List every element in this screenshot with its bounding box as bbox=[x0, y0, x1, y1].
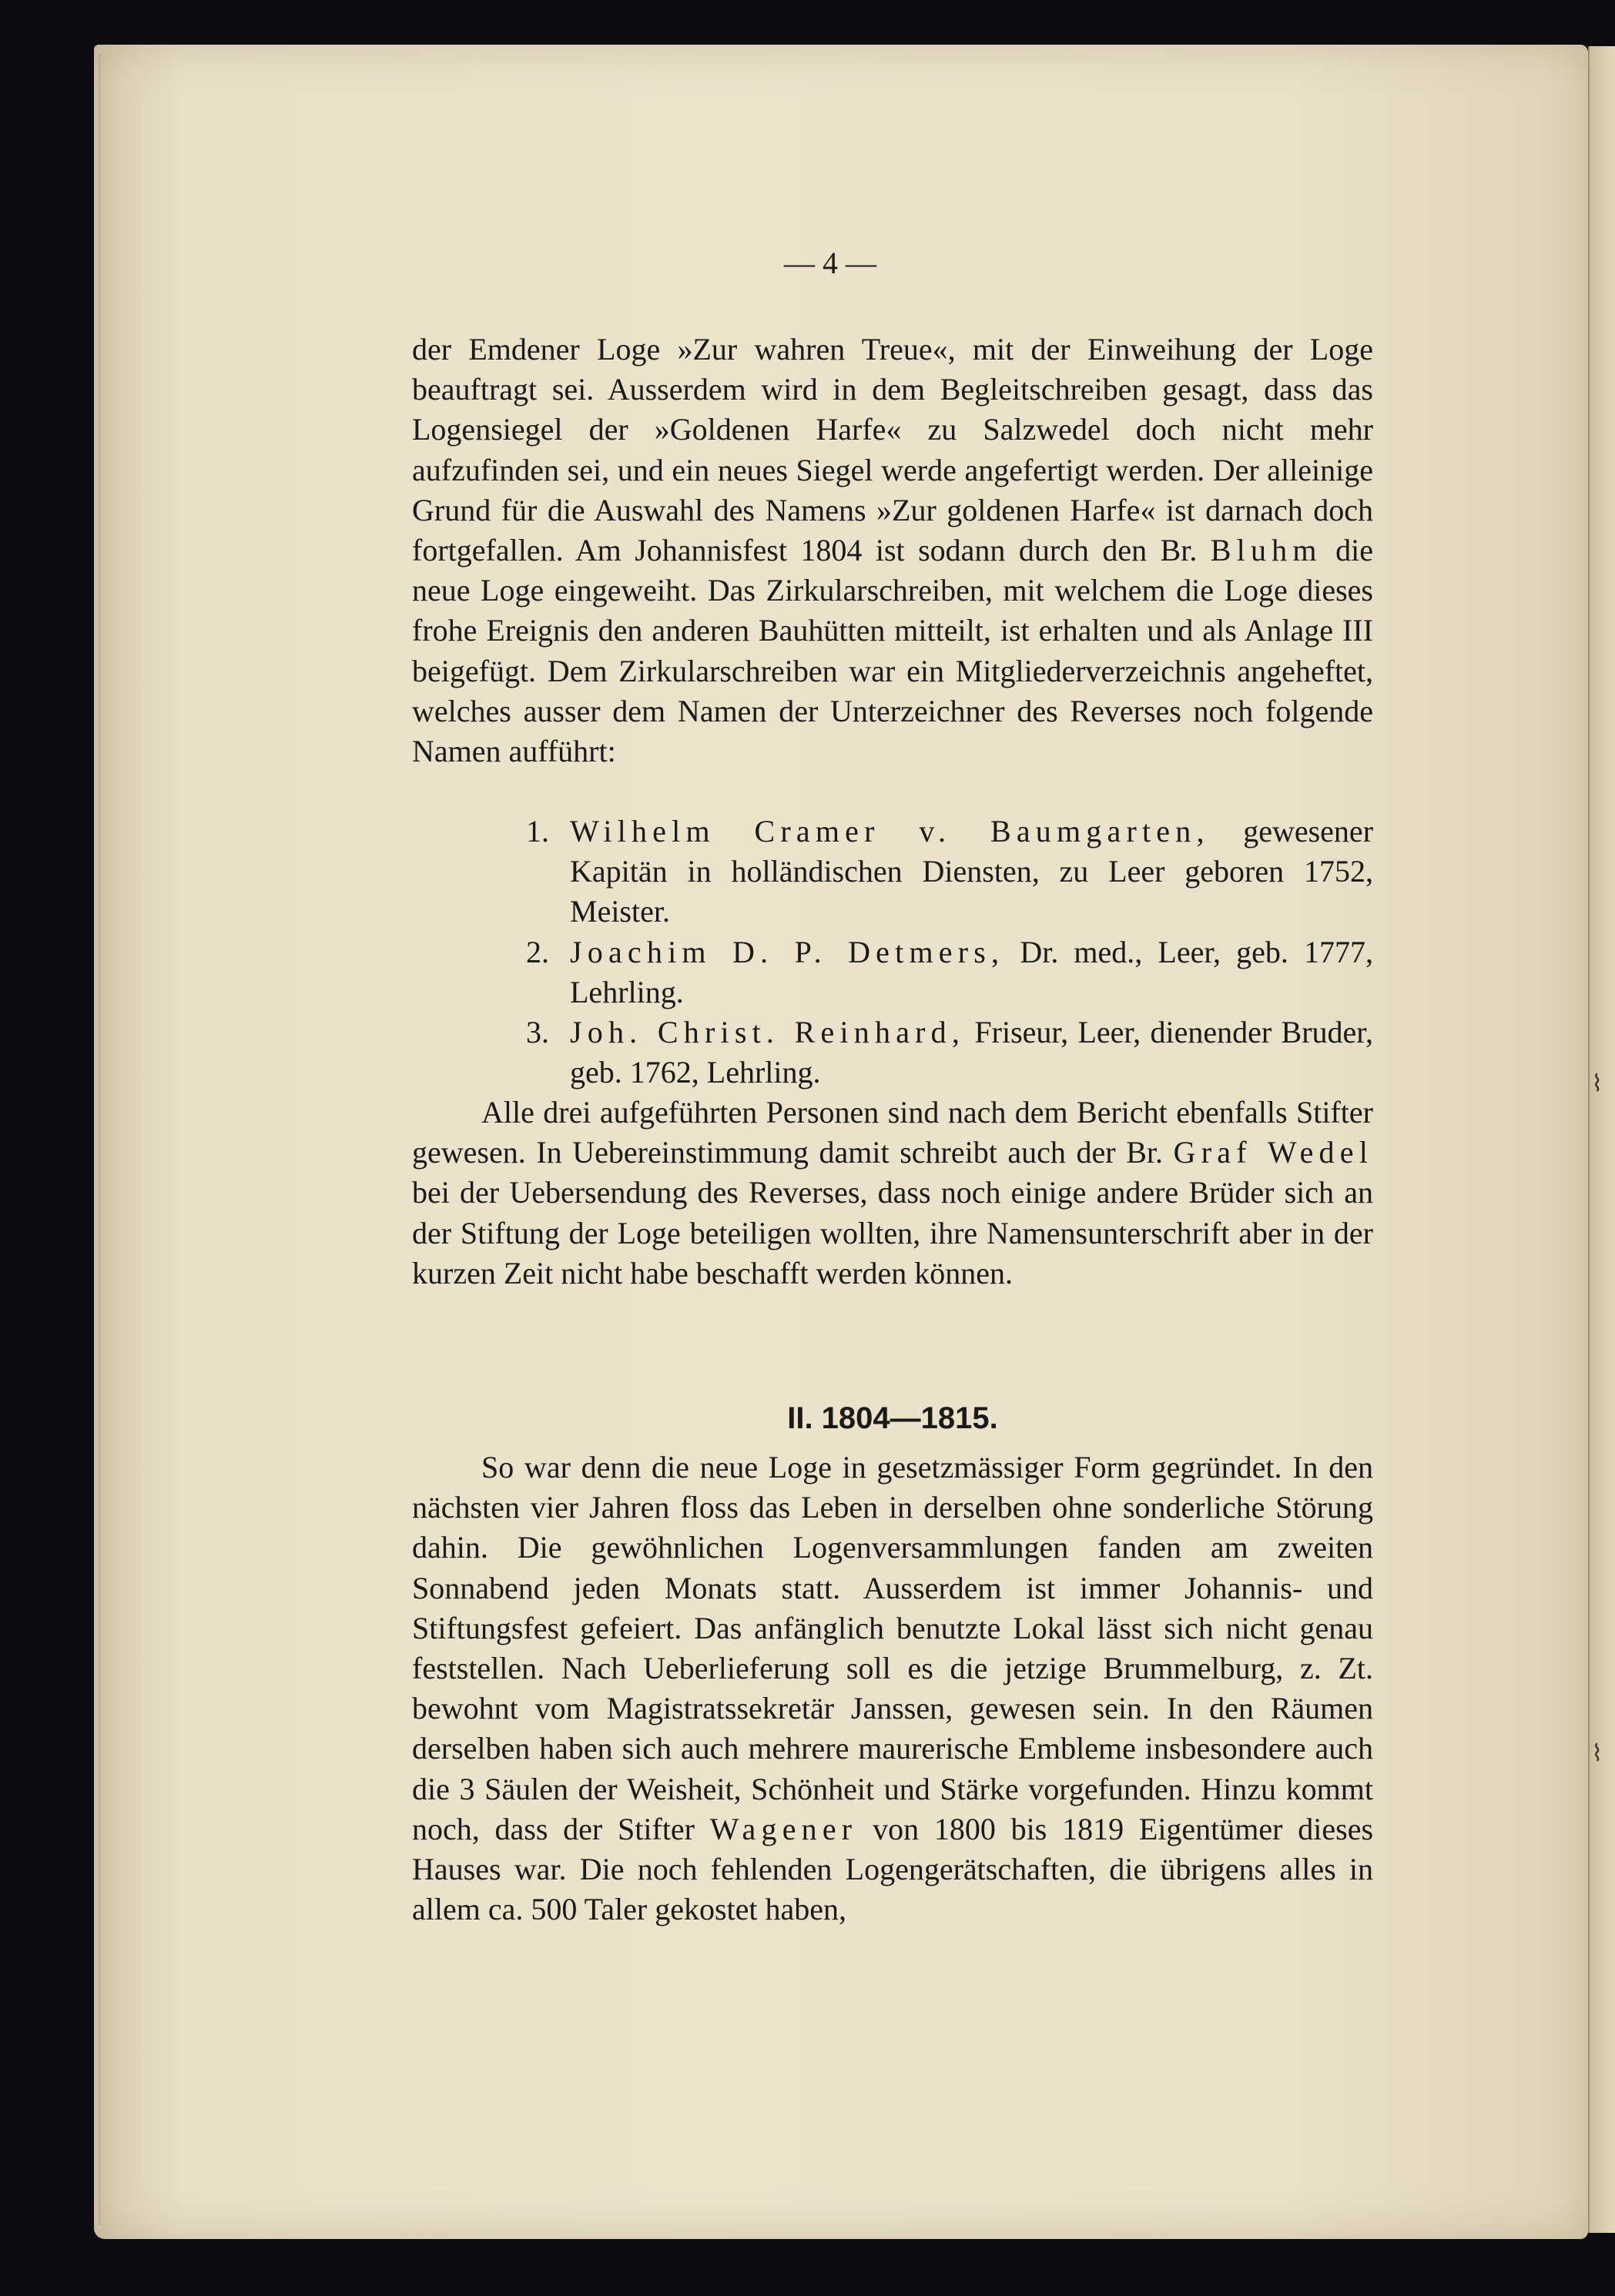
paragraph-2: Alle drei aufgeführten Personen sind nach dem Bericht ebenfalls Stifter gewesen. In Uebereinstimmung damit schreibt auch der Br. Graf Wedel bei der Uebersendung des Reverses, dass noch einige andere Brüder sich an der Stiftung der Loge beteiligen wollten, ihre Namensunterschrift aber in der kurzen Zeit nicht habe beschafft werden können. bbox=[412, 1095, 1374, 1290]
adjacent-page-edge bbox=[1588, 46, 1615, 2233]
list-item: 3. Joh. Christ. Reinhard, Friseur, Leer, dienender Bruder, geb. 1762, Lehrling. bbox=[526, 1015, 1373, 1090]
paragraph-1: der Emdener Loge »Zur wahren Treue«, mit der Einweihung der Loge beauftragt sei. Ausserdem wird in dem Begleitschreiben gesagt, dass das Logensiegel der »Goldenen Harfe« zu Salzwedel doch nicht mehr aufzufinden sei, und ein neues Siegel werde angefertigt werden. Der alleinige Grund für die Auswahl des Namens »Zur goldenen Harfe« ist darnach doch fortgefallen. Am Johannisfest 1804 ist sodann durch den Br. Bluhm die neue Loge eingeweiht. Das Zirkularschreiben, mit welchem die Loge dieses frohe Ereignis den anderen Bauhütten mitteilt, ist erhalten und als Anlage III beigefügt. Dem Zirkularschreiben war ein Mitgliederverzeichnis angeheftet, welches ausser dem Namen der Unterzeichner des Reverses noch folgende Namen aufführt: bbox=[412, 332, 1373, 769]
person-name: Joachim D. P. Detmers, bbox=[570, 934, 1005, 969]
page-edge bbox=[99, 54, 147, 2225]
binding-mark-icon: ⌇ bbox=[1591, 1071, 1603, 1096]
section-heading: II. 1804—1815. bbox=[787, 1401, 998, 1435]
person-name: Graf Wedel bbox=[1173, 1135, 1374, 1170]
person-name: Wagener bbox=[709, 1811, 858, 1846]
list-item: 1. Wilhelm Cramer v. Baumgarten, gewesener Kapitän in holländischen Diensten, zu Leer geboren 1752, Meister. bbox=[526, 814, 1374, 929]
person-name: Joh. Christ. Reinhard, bbox=[570, 1015, 966, 1050]
page-number: — 4 — bbox=[784, 246, 876, 280]
person-name: Bluhm bbox=[1210, 533, 1322, 568]
person-name: Wilhelm Cramer v. Baumgarten, bbox=[570, 814, 1210, 848]
paragraph-3: So war denn die neue Loge in gesetzmässiger Form gegründet. In den nächsten vier Jahren floss das Leben in derselben ohne sonderliche Störung dahin. Die gewöhnlichen Logenversammlungen fanden am zweiten Sonnabend jeden Monats statt. Ausserdem ist immer Johannis- und Stiftungsfest gefeiert. Das anfänglich benutzte Lokal lässt sich nicht genau feststellen. Nach Ueberlieferung soll es die jetzige Brummelburg, z. Zt. bewohnt vom Magistratssekretär Janssen, gewesen sein. In den Räumen derselben haben sich auch mehrere maurerische Embleme insbesondere auch die 3 Säulen der Weisheit, Schönheit und Stärke vorgefunden. Hinzu kommt noch, dass der Stifter Wagener von 1800 bis 1819 Eigentümer dieses Hauses war. Die noch fehlenden Logengerätschaften, die übrigens alles in allem ca. 500 Taler gekostet haben, bbox=[412, 1450, 1374, 1927]
member-list bbox=[412, 812, 1373, 1093]
binding-mark-icon: ⌇ bbox=[1591, 1741, 1603, 1766]
list-item: 2. Joachim D. P. Detmers, Dr. med., Leer, geb. 1777, Lehrling. bbox=[526, 934, 1374, 1009]
